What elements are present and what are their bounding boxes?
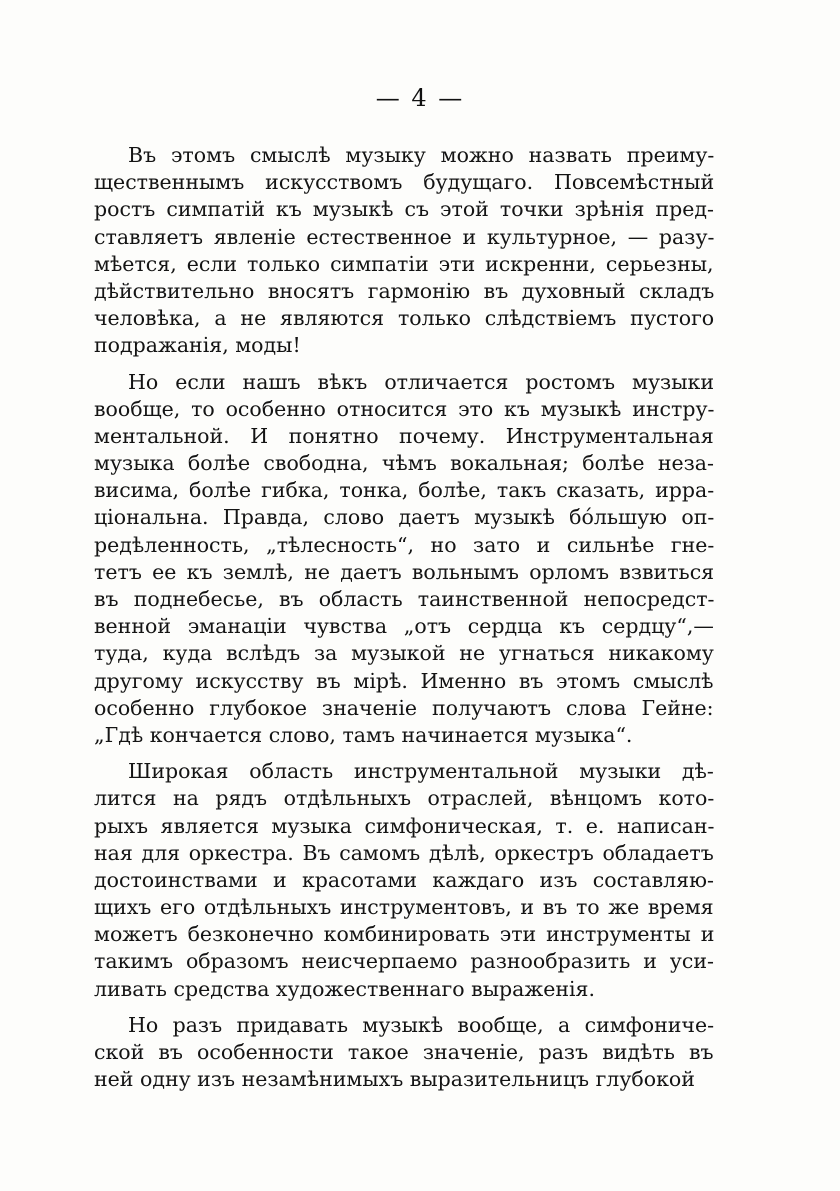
body-text: [94, 142, 714, 1093]
text-line: вообще, то особенно относится это къ музыкѣ инстру-: [94, 396, 715, 421]
text-line: Въ этомъ смыслѣ музыку можно назвать преиму-: [128, 143, 715, 167]
paragraph-2: [94, 369, 714, 750]
text-line: Но если нашъ вѣкъ отличается ростомъ музыки: [128, 369, 714, 394]
text-line: другому искусству въ мірѣ. Именно въ этомъ смыслѣ: [94, 668, 714, 693]
text-line: человѣка, а не являются только слѣдствіемъ пустого: [94, 306, 715, 331]
text-line: ставляетъ явленіе естественное и культурное, — разу-: [94, 224, 715, 249]
text-line: дѣйствительно вносятъ гармонію въ духовный складъ: [94, 278, 715, 303]
paragraph-1: [94, 142, 714, 360]
text-line: лится на рядъ отдѣльныхъ отраслей, вѣнцомъ кото-: [94, 786, 715, 811]
paragraph-3: [94, 758, 714, 1003]
text-line: достоинствами и красотами каждаго изъ составляю-: [94, 867, 714, 892]
text-line: въ поднебесье, въ область таинственной непосредст-: [94, 587, 715, 611]
text-line: щественнымъ искусствомъ будущаго. Повсемѣстный: [94, 170, 715, 195]
text-line: Но разъ придавать музыкѣ вообще, а симфониче-: [128, 1012, 715, 1037]
text-line: такимъ образомъ неисчерпаемо разнообразить и уси-: [94, 949, 714, 974]
text-line: висима, болѣе гибка, тонка, болѣе, такъ сказать, ирра-: [94, 478, 715, 503]
text-line: венной эманаціи чувства „отъ сердца къ сердцу“,—: [94, 614, 714, 639]
text-line: ростъ симпатій къ музыкѣ съ этой точки зрѣнія пред-: [94, 197, 714, 222]
text-line: ціональна. Правда, слово даетъ музыкѣ бóльшую оп-: [94, 505, 715, 530]
text-line: рыхъ является музыка симфоническая, т. е. написан-: [94, 813, 715, 838]
text-line: можетъ безконечно комбинировать эти инструменты и: [94, 922, 715, 947]
text-line: подражанія, моды!: [94, 333, 301, 358]
text-line: Широкая область инструментальной музыки дѣ-: [128, 759, 714, 784]
text-line: ней одну изъ незамѣнимыхъ выразительницъ глубокой: [94, 1067, 695, 1092]
paragraph-4: [94, 1012, 714, 1094]
text-line: особенно глубокое значеніе получаютъ слова Гейне:: [94, 695, 714, 720]
text-line: щихъ его отдѣльныхъ инструментовъ, и въ то же время: [94, 895, 714, 920]
text-line: тетъ ее къ землѣ, не даетъ вольнымъ орломъ взвиться: [94, 559, 715, 584]
text-line: ная для оркестра. Въ самомъ дѣлѣ, оркестръ обладаетъ: [94, 840, 714, 865]
text-line: ской въ особенности такое значеніе, разъ видѣть въ: [94, 1040, 714, 1064]
text-line: ливать средства художественнаго выраженія.: [94, 976, 596, 1001]
text-line: редѣленность, „тѣлесность“, но зато и сильнѣе гне-: [94, 532, 715, 557]
text-line: музыка болѣе свободна, чѣмъ вокальная; болѣе неза-: [94, 451, 714, 476]
text-line: мѣется, если только симпатіи эти искренни, серьезны,: [94, 251, 714, 276]
page-number: — 4 —: [375, 84, 465, 112]
text-line: „Гдѣ кончается слово, тамъ начинается музыка“.: [94, 722, 633, 747]
text-line: туда, куда вслѣдъ за музыкой не угнаться никакому: [94, 641, 714, 666]
text-line: ментальной. И понятно почему. Инструментальная: [94, 423, 714, 448]
